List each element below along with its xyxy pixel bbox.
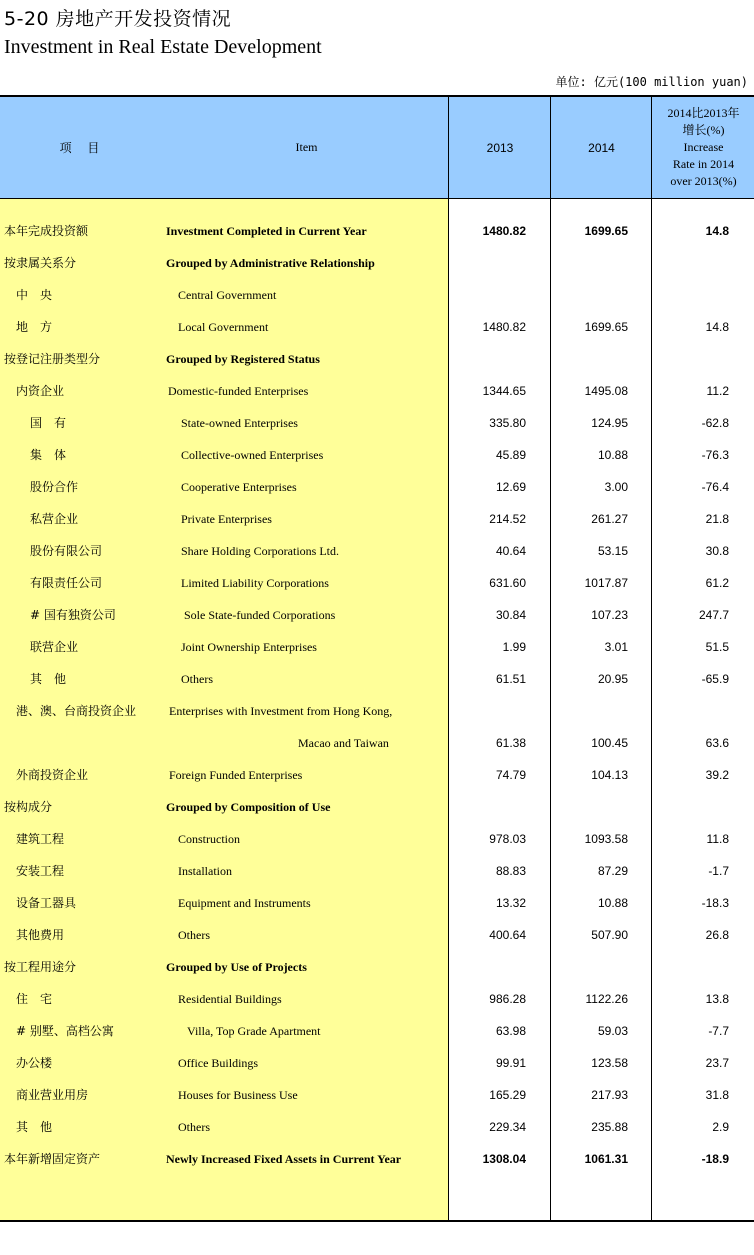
cell-2014: 1093.58 bbox=[584, 832, 628, 846]
cell-increase-rate: 13.8 bbox=[705, 992, 729, 1006]
cell-2013: 45.89 bbox=[495, 448, 526, 462]
row-label-en: Private Enterprises bbox=[181, 512, 272, 526]
cell-2014: 217.93 bbox=[591, 1088, 628, 1102]
row-label-en: Equipment and Instruments bbox=[178, 896, 311, 910]
cell-increase-rate: 39.2 bbox=[705, 768, 729, 782]
table-row bbox=[0, 599, 754, 631]
cell-increase-rate: 63.6 bbox=[705, 736, 729, 750]
row-label-cn: 按隶属关系分 bbox=[4, 256, 77, 270]
cell-2014: 87.29 bbox=[597, 864, 628, 878]
cell-2014: 59.03 bbox=[597, 1024, 628, 1038]
table-title-chinese: 5-20 房地产开发投资情况 bbox=[4, 8, 232, 30]
cell-2013: 1.99 bbox=[502, 640, 526, 654]
row-label-cn: 私营企业 bbox=[30, 512, 79, 526]
row-label-en: Share Holding Corporations Ltd. bbox=[181, 544, 339, 558]
row-label-cn: 有限责任公司 bbox=[30, 576, 103, 590]
row-label-en: Others bbox=[178, 1120, 210, 1134]
cell-increase-rate: -76.4 bbox=[701, 480, 729, 494]
row-label-cn: 本年完成投资额 bbox=[4, 224, 89, 238]
cell-increase-rate: -76.3 bbox=[701, 448, 729, 462]
cell-2014: 123.58 bbox=[591, 1056, 628, 1070]
cell-2013: 61.51 bbox=[495, 672, 526, 686]
row-label-cn: 其 他 bbox=[30, 672, 67, 686]
header-rate-line: 2014比2013年 bbox=[667, 106, 740, 120]
cell-2014: 1017.87 bbox=[584, 576, 628, 590]
table-row bbox=[0, 311, 754, 343]
cell-2014: 1699.65 bbox=[584, 320, 628, 334]
header-rate-line: Increase bbox=[683, 140, 724, 154]
row-label-cn: 安装工程 bbox=[16, 864, 65, 878]
table-row bbox=[0, 279, 754, 311]
table-row bbox=[0, 983, 754, 1015]
cell-increase-rate: 61.2 bbox=[705, 576, 729, 590]
row-label-cn: 港、澳、台商投资企业 bbox=[16, 704, 137, 718]
row-label-en: Sole State-funded Corporations bbox=[184, 608, 336, 622]
cell-increase-rate: 247.7 bbox=[698, 608, 729, 622]
cell-2013: 63.98 bbox=[495, 1024, 526, 1038]
cell-2013: 631.60 bbox=[489, 576, 526, 590]
table-row bbox=[0, 695, 754, 727]
cell-increase-rate: 14.8 bbox=[705, 224, 729, 238]
table-row bbox=[0, 567, 754, 599]
row-label-cn: 办公楼 bbox=[16, 1056, 53, 1070]
table-row bbox=[0, 1143, 754, 1175]
table-row bbox=[0, 439, 754, 471]
table-row bbox=[0, 855, 754, 887]
row-label-en: Grouped by Composition of Use bbox=[166, 800, 331, 814]
row-label-en: Villa, Top Grade Apartment bbox=[187, 1024, 321, 1038]
row-label-cn: 中 央 bbox=[16, 288, 53, 302]
cell-increase-rate: 23.7 bbox=[705, 1056, 729, 1070]
row-label-en: Macao and Taiwan bbox=[298, 736, 389, 750]
cell-2014: 1699.65 bbox=[584, 224, 628, 238]
cell-2014: 3.00 bbox=[604, 480, 628, 494]
table-row bbox=[0, 1015, 754, 1047]
cell-2014: 10.88 bbox=[597, 896, 628, 910]
cell-2014: 261.27 bbox=[591, 512, 628, 526]
cell-2014: 100.45 bbox=[591, 736, 628, 750]
row-label-en: Local Government bbox=[178, 320, 269, 334]
cell-2013: 12.69 bbox=[495, 480, 526, 494]
row-label-cn: 住 宅 bbox=[16, 992, 53, 1006]
cell-2014: 107.23 bbox=[591, 608, 628, 622]
cell-increase-rate: 31.8 bbox=[705, 1088, 729, 1102]
cell-2013: 61.38 bbox=[495, 736, 526, 750]
row-label-en: Others bbox=[181, 672, 213, 686]
cell-increase-rate: -65.9 bbox=[701, 672, 729, 686]
row-label-en: Residential Buildings bbox=[178, 992, 282, 1006]
cell-2014: 53.15 bbox=[597, 544, 628, 558]
table-row bbox=[0, 791, 754, 823]
row-label-en: Newly Increased Fixed Assets in Current Year bbox=[166, 1152, 402, 1166]
table-row bbox=[0, 951, 754, 983]
table-header bbox=[0, 95, 754, 199]
table-row bbox=[0, 631, 754, 663]
cell-2013: 400.64 bbox=[489, 928, 526, 942]
row-label-en: Investment Completed in Current Year bbox=[166, 224, 367, 238]
row-label-en: Grouped by Use of Projects bbox=[166, 960, 307, 974]
cell-2013: 1480.82 bbox=[482, 320, 526, 334]
header-rate-line: over 2013(%) bbox=[670, 174, 737, 188]
row-label-cn: 商业营业用房 bbox=[16, 1088, 89, 1102]
row-label-cn: # 国有独资公司 bbox=[30, 608, 116, 622]
cell-2013: 214.52 bbox=[489, 512, 526, 526]
header-item-en: Item bbox=[295, 140, 318, 154]
cell-2013: 335.80 bbox=[489, 416, 526, 430]
row-label-en: Cooperative Enterprises bbox=[181, 480, 297, 494]
table-row bbox=[0, 407, 754, 439]
table-row bbox=[0, 215, 754, 247]
row-label-en: State-owned Enterprises bbox=[181, 416, 298, 430]
cell-2013: 978.03 bbox=[489, 832, 526, 846]
row-label-en: Others bbox=[178, 928, 210, 942]
table-row bbox=[0, 919, 754, 951]
cell-increase-rate: -18.9 bbox=[701, 1152, 729, 1166]
cell-increase-rate: 26.8 bbox=[705, 928, 729, 942]
table-row bbox=[0, 1111, 754, 1143]
cell-2014: 235.88 bbox=[591, 1120, 628, 1134]
cell-2013: 229.34 bbox=[489, 1120, 526, 1134]
cell-2014: 20.95 bbox=[597, 672, 628, 686]
cell-increase-rate: 14.8 bbox=[705, 320, 729, 334]
row-label-en: Grouped by Administrative Relationship bbox=[166, 256, 375, 270]
row-label-cn: 集 体 bbox=[30, 448, 67, 462]
row-label-en: Houses for Business Use bbox=[178, 1088, 298, 1102]
table-row bbox=[0, 887, 754, 919]
header-year-2013: 2013 bbox=[448, 97, 551, 198]
cell-2013: 30.84 bbox=[495, 608, 526, 622]
unit-label: 单位: 亿元(100 million yuan) bbox=[555, 75, 748, 89]
cell-2014: 1495.08 bbox=[584, 384, 628, 398]
row-label-cn: # 别墅、高档公寓 bbox=[16, 1024, 114, 1038]
row-label-cn: 联营企业 bbox=[30, 640, 79, 654]
cell-increase-rate: 2.9 bbox=[712, 1120, 729, 1134]
cell-2014: 3.01 bbox=[604, 640, 628, 654]
cell-increase-rate: 51.5 bbox=[705, 640, 729, 654]
row-label-en: Domestic-funded Enterprises bbox=[168, 384, 309, 398]
table-row bbox=[0, 1079, 754, 1111]
header-rate-line: Rate in 2014 bbox=[672, 157, 735, 171]
cell-increase-rate: -62.8 bbox=[701, 416, 729, 430]
table-row bbox=[0, 343, 754, 375]
table-row bbox=[0, 759, 754, 791]
row-label-en: Construction bbox=[178, 832, 240, 846]
cell-2014: 507.90 bbox=[591, 928, 628, 942]
row-label-cn: 建筑工程 bbox=[16, 832, 65, 846]
cell-2013: 13.32 bbox=[495, 896, 526, 910]
row-label-en: Limited Liability Corporations bbox=[181, 576, 329, 590]
cell-2014: 10.88 bbox=[597, 448, 628, 462]
table-row bbox=[0, 503, 754, 535]
row-label-en: Joint Ownership Enterprises bbox=[181, 640, 317, 654]
row-label-cn: 设备工器具 bbox=[16, 896, 77, 910]
cell-2013: 1480.82 bbox=[482, 224, 526, 238]
cell-increase-rate: -1.7 bbox=[708, 864, 729, 878]
cell-increase-rate: 11.2 bbox=[706, 384, 729, 398]
cell-2013: 88.83 bbox=[495, 864, 526, 878]
cell-2014: 1122.26 bbox=[585, 992, 628, 1006]
row-label-cn: 内资企业 bbox=[16, 384, 65, 398]
table-row bbox=[0, 375, 754, 407]
row-label-cn: 地 方 bbox=[16, 320, 53, 334]
cell-2013: 74.79 bbox=[495, 768, 526, 782]
table-row bbox=[0, 823, 754, 855]
cell-increase-rate: 21.8 bbox=[705, 512, 729, 526]
table-row bbox=[0, 663, 754, 695]
row-label-cn: 股份合作 bbox=[30, 480, 79, 494]
row-label-en: Collective-owned Enterprises bbox=[181, 448, 324, 462]
cell-increase-rate: 30.8 bbox=[705, 544, 729, 558]
row-label-en: Central Government bbox=[178, 288, 277, 302]
row-label-en: Grouped by Registered Status bbox=[166, 352, 320, 366]
row-label-cn: 本年新增固定资产 bbox=[4, 1152, 101, 1166]
cell-2013: 1308.04 bbox=[482, 1152, 526, 1166]
cell-2014: 104.13 bbox=[591, 768, 628, 782]
cell-2013: 986.28 bbox=[489, 992, 526, 1006]
row-label-en: Foreign Funded Enterprises bbox=[169, 768, 303, 782]
row-label-cn: 其 他 bbox=[16, 1120, 53, 1134]
table-title-english: Investment in Real Estate Development bbox=[4, 36, 322, 58]
row-label-cn: 按登记注册类型分 bbox=[4, 352, 101, 366]
table-row bbox=[0, 247, 754, 279]
cell-2013: 40.64 bbox=[495, 544, 526, 558]
row-label-cn: 股份有限公司 bbox=[30, 544, 103, 558]
row-label-cn: 按构成分 bbox=[4, 800, 53, 814]
row-label-en: Enterprises with Investment from Hong Kong, bbox=[169, 704, 393, 718]
table-row bbox=[0, 535, 754, 567]
cell-2013: 99.91 bbox=[495, 1056, 526, 1070]
table-row bbox=[0, 471, 754, 503]
table-bottom-rule bbox=[0, 1220, 754, 1222]
cell-2013: 165.29 bbox=[489, 1088, 526, 1102]
cell-2013: 1344.65 bbox=[482, 384, 526, 398]
header-year-2014: 2014 bbox=[550, 97, 652, 198]
row-label-cn: 国 有 bbox=[30, 416, 67, 430]
row-label-cn: 其他费用 bbox=[16, 928, 65, 942]
table-row bbox=[0, 727, 754, 759]
row-label-en: Installation bbox=[178, 864, 232, 878]
cell-increase-rate: 11.8 bbox=[706, 832, 729, 846]
header-rate-line: 增长(%) bbox=[682, 123, 725, 137]
cell-2014: 124.95 bbox=[591, 416, 628, 430]
row-label-cn: 外商投资企业 bbox=[16, 768, 89, 782]
cell-increase-rate: -18.3 bbox=[701, 896, 729, 910]
header-item-cn: 项 目 bbox=[59, 141, 106, 155]
table-row bbox=[0, 1047, 754, 1079]
cell-increase-rate: -7.7 bbox=[708, 1024, 729, 1038]
row-label-cn: 按工程用途分 bbox=[4, 960, 77, 974]
row-label-en: Office Buildings bbox=[178, 1056, 259, 1070]
cell-2014: 1061.31 bbox=[584, 1152, 628, 1166]
header-increase-rate bbox=[651, 97, 754, 198]
